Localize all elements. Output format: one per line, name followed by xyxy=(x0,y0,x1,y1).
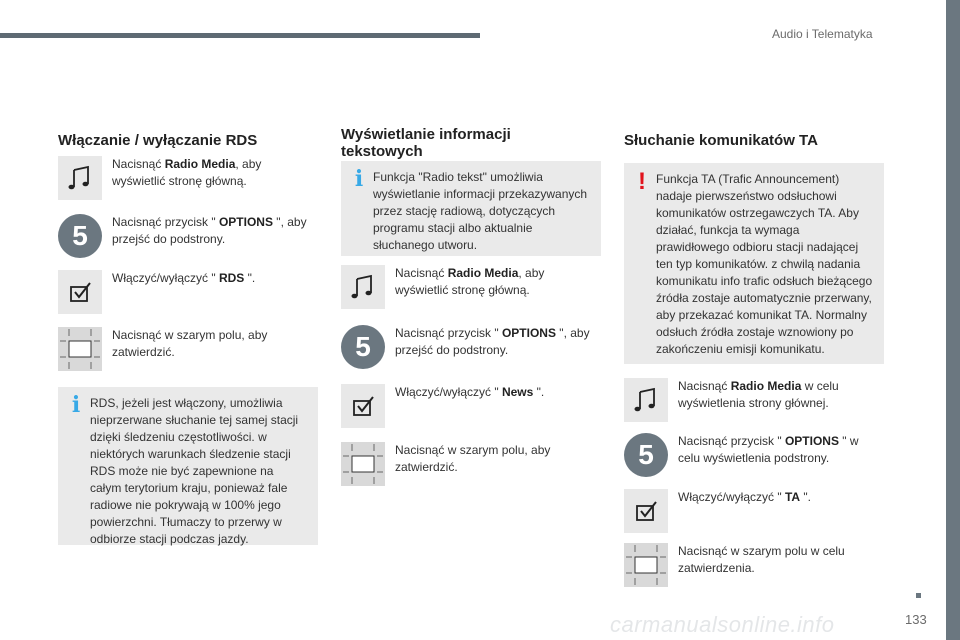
step-text: Włączyć/wyłączyć " TA ". xyxy=(678,490,811,504)
step-number-badge: 5 xyxy=(624,433,668,477)
grey-area-icon xyxy=(341,442,385,486)
info-box-rds: i RDS, jeżeli jest włączony, umożliwia nieprzerwane słuchanie tej samej stacji dzięki śledzeniu częstotliwości. w niektórych warunkach śledzenie stacji RDS może nie być zapewnione na całym terytorium kraju, ponieważ fale radiowe nie pokrywają w 100% jego powierzchni. Tłumaczy to przerwy w odbiorze stacji podczas jazdy. xyxy=(58,387,318,545)
info-icon: i xyxy=(354,166,364,192)
step-text: Nacisnąć Radio Media, aby wyświetlić stronę główną. xyxy=(112,157,262,188)
grey-area-icon xyxy=(624,543,668,587)
page-dot xyxy=(916,593,921,598)
column-ta xyxy=(624,0,886,640)
checkbox-icon xyxy=(58,270,102,314)
step-text: Włączyć/wyłączyć " RDS ". xyxy=(112,271,256,285)
section-title-rds: Włączanie / wyłączanie RDS xyxy=(58,132,258,149)
step-text: Nacisnąć przycisk " OPTIONS " w celu wyświetlenia podstrony. xyxy=(678,434,859,465)
page-number: 133 xyxy=(905,612,927,626)
right-edge-strip xyxy=(946,0,960,640)
music-note-icon xyxy=(341,265,385,309)
section-title-text-info: Wyświetlanie informacji tekstowych xyxy=(341,126,511,160)
step-text: Nacisnąć w szarym polu, aby zatwierdzić. xyxy=(112,328,268,359)
step-number-badge: 5 xyxy=(341,325,385,369)
checkbox-icon xyxy=(341,384,385,428)
music-note-icon xyxy=(624,378,668,422)
step-text: Nacisnąć Radio Media, aby wyświetlić stronę główną. xyxy=(395,266,545,297)
watermark: carmanualsonline.info xyxy=(610,612,835,637)
info-box-radiotext: i Funkcja "Radio tekst" umożliwia wyświetlanie informacji przekazywanych przez stację radiową, dotyczących programu stacji albo aktualnie słuchanego utworu. xyxy=(341,161,601,256)
step-text: Nacisnąć w szarym polu w celu zatwierdzenia. xyxy=(678,544,845,575)
step-text: Włączyć/wyłączyć " News ". xyxy=(395,385,545,399)
warning-icon: ! xyxy=(638,168,646,195)
step-text: Nacisnąć przycisk " OPTIONS ", aby przejść do podstrony. xyxy=(112,215,307,246)
step-text: Nacisnąć w szarym polu, aby zatwierdzić. xyxy=(395,443,551,474)
info-icon: i xyxy=(71,392,81,418)
header-title: Audio i Telematyka xyxy=(772,27,873,41)
column-rds xyxy=(58,0,320,640)
step-number-badge: 5 xyxy=(58,214,102,258)
music-note-icon xyxy=(58,156,102,200)
step-text: Nacisnąć Radio Media w celu wyświetlenia strony głównej. xyxy=(678,379,839,410)
section-title-ta: Słuchanie komunikatów TA xyxy=(624,132,818,149)
warning-box-ta: ! Funkcja TA (Trafic Announcement) nadaje pierwszeństwo odsłuchowi komunikatów ostrzegawczych TA. Aby działać, funkcja ta wymaga prawidłowego odbioru stacji nadającej ten typ komunikatów. z chwilą nadania komunikatu info trafic odsłuch bieżącego źródła zostaje automatycznie przerwany, aby przekazać komunikat TA. Normalny odsłuch źródła zostaje wznowiony po zakończeniu emisji komunikatu. xyxy=(624,163,884,364)
checkbox-icon xyxy=(624,489,668,533)
step-text: Nacisnąć przycisk " OPTIONS ", aby przejść do podstrony. xyxy=(395,326,590,357)
column-text-info xyxy=(341,0,603,640)
grey-area-icon xyxy=(58,327,102,371)
